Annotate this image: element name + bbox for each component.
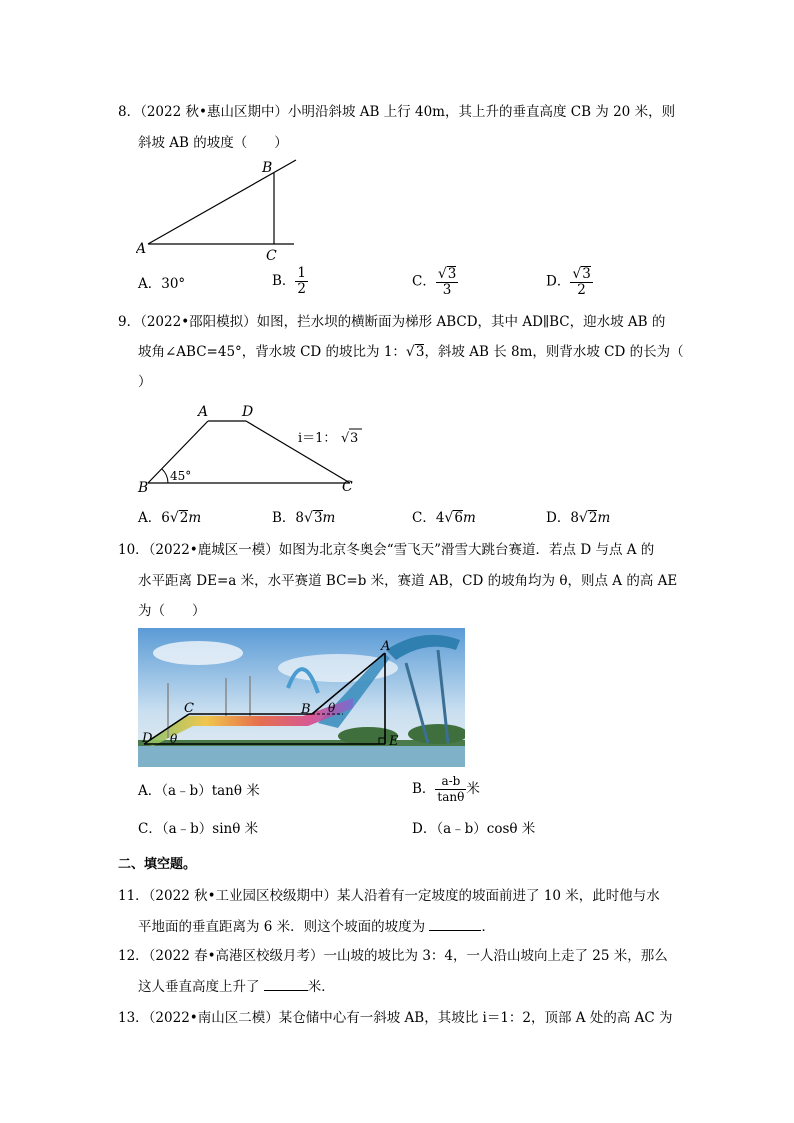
q9-option-a[interactable]: A．6√2m	[138, 510, 202, 526]
q10-theta-lower: θ	[170, 732, 178, 746]
q9-option-d[interactable]: D．8√2m	[546, 510, 611, 526]
section-fill-in-blank-title: 二、填空题。	[118, 857, 197, 872]
q9-stem-line1: 9．（2022•邵阳模拟）如图，拦水坝的横断面为梯形 ABCD，其中 AD∥BC，迎水坡 AB 的	[118, 314, 666, 330]
q10-photo-figure	[138, 628, 465, 767]
q10-label-e: E	[389, 734, 399, 749]
q10-stem-line1: 10．（2022•鹿城区一模）如图为北京冬奥会“雪飞天”滑雪大跳台赛道．若点 D 与点 A 的	[118, 542, 655, 558]
q11-answer-blank[interactable]	[429, 916, 481, 931]
q12-stem-line1: 12．（2022 春•高港区校级月考）一山坡的坡比为 3：4，一人沿山坡向上走了 25 米，那么	[118, 948, 668, 964]
q8-label-b: B	[262, 160, 273, 176]
q11-stem-line2: 平地面的垂直距离为 6 米．则这个坡面的坡度为 ．	[138, 916, 495, 937]
q10-stem-line2: 水平距离 DE=a 米，水平赛道 BC=b 米，赛道 AB，CD 的坡角均为 θ，则点 A 的高 AE	[138, 573, 678, 589]
q11-stem-line1: 11．（2022 秋•工业园区校级期中）某人沿着有一定坡度的坡面前进了 10 米，此时他与水	[118, 888, 660, 904]
q10-option-a[interactable]: A．（a﹣b）tanθ 米	[138, 783, 260, 799]
q8-option-a[interactable]: A．30°	[138, 276, 186, 292]
q9-label-b: B	[138, 480, 149, 495]
q9-ratio-root: √	[341, 431, 350, 446]
q9-label-c: C	[342, 479, 353, 495]
q9-figure	[136, 400, 366, 495]
q13-stem-line1: 13．（2022•南山区二模）某仓储中心有一斜坡 AB，其坡比 i＝1：2，顶部 A 处的高 AC 为	[118, 1010, 673, 1026]
q8-figure	[136, 155, 306, 265]
q10-label-d: D	[142, 731, 153, 746]
q8-stem-line2: 斜坡 AB 的坡度（ ）	[138, 135, 288, 151]
q10-option-c[interactable]: C．（a﹣b）sinθ 米	[138, 821, 259, 837]
q9-stem-line2: 坡角∠ABC=45°，背水坡 CD 的坡比为 1：√3，斜坡 AB 长 8m，则背水坡 CD 的长为（	[138, 344, 684, 360]
q8-label-c: C	[266, 248, 277, 264]
q10-option-d[interactable]: D．（a﹣b）cosθ 米	[412, 821, 536, 837]
q8-stem-line1: 8．（2022 秋•惠山区期中）小明沿斜坡 AB 上行 40m，其上升的垂直高度 CB 为 20 米，则	[118, 104, 676, 120]
q10-label-b: B	[301, 702, 311, 717]
q8-option-d[interactable]: D． $\frac{√3}{2}$	[546, 266, 591, 298]
q10-stem-line3: 为（ ）	[138, 603, 206, 619]
q9-label-d: D	[242, 404, 254, 420]
q9-option-b[interactable]: B．8√3m	[272, 510, 336, 526]
q8-option-b[interactable]: B． $\frac{1}{2}$	[272, 265, 307, 297]
q9-ratio-label: i＝1：	[298, 431, 337, 446]
q9-label-a: A	[198, 404, 209, 420]
q10-theta-upper: θ	[328, 701, 336, 715]
q10-label-a: A	[381, 639, 391, 654]
q9-option-c[interactable]: C．4√6m	[412, 510, 476, 526]
q12-stem-line2: 这人垂直高度上升了 米．	[138, 976, 335, 997]
q10-label-c: C	[184, 701, 194, 716]
q10-option-b[interactable]: B． $\frac{a-b}{\tan\theta}$ 米	[412, 774, 480, 804]
q8-label-a: A	[136, 241, 147, 257]
q9-ratio-radicand: 3	[350, 431, 359, 446]
q8-option-c[interactable]: C． $\frac{√3}{3}$	[412, 266, 457, 298]
q9-stem-line3: ）	[138, 374, 152, 390]
q12-answer-blank[interactable]	[264, 976, 308, 991]
q9-angle-label: 45°	[170, 469, 192, 483]
